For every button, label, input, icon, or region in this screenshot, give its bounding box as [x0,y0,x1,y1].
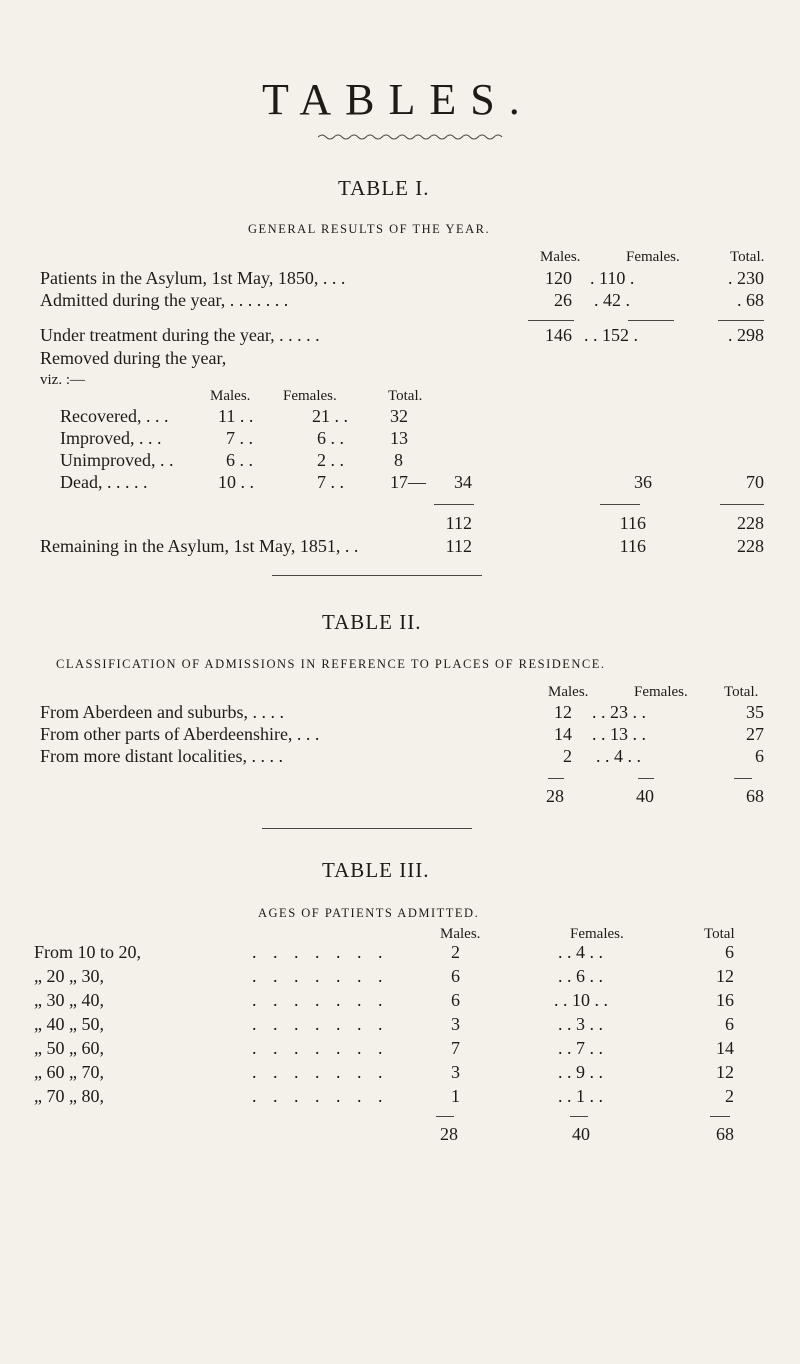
t3-row-total: 14 [716,1038,734,1058]
table3-heading: TABLE III. [322,858,430,882]
section-divider [272,575,482,576]
t3-row-males: 2 [451,942,460,962]
t3-row-total: 12 [716,1062,734,1082]
t1-col-total: Total. [730,249,765,265]
t1-sub-row-label: Dead, . . . . . [60,472,148,492]
t2-row-total: 6 [755,746,764,766]
t2-row-label: From more distant localities, . . . . [40,746,283,766]
t1-remaining-label: Remaining in the Asylum, 1st May, 1851, . . [40,536,359,556]
t3-row-dots: . . . . . . . [252,1086,389,1106]
t3-row-males: 1 [451,1086,460,1106]
t3-row-females: . . 6 . . [558,966,603,986]
t1-subtotal-total: 228 [737,513,764,533]
t1-under-treatment-label: Under treatment during the year, . . . . . [40,325,320,345]
t2-row-males: 14 [554,724,572,744]
t1-remaining-total: 228 [737,536,764,556]
t1-sub-row-total: 17— [390,472,426,492]
t3-row-label: „ 60 „ 70, [34,1062,104,1082]
t1-sub-row-total: 8 [394,450,403,470]
t3-col-males: Males. [440,926,481,942]
t3-row-total: 12 [716,966,734,986]
table1-heading: TABLE I. [338,176,430,200]
t1-sub-row-males: 7 . . [226,428,253,448]
t1-sub-row-males: 6 . . [226,450,253,470]
t1-viz-label: viz. :— [40,372,85,388]
t2-col-males: Males. [548,684,589,700]
t1-remaining-males: 112 [445,536,472,556]
t1-row-total: . 68 [737,290,764,310]
table1-subheading: GENERAL RESULTS OF THE YEAR. [248,222,491,236]
ornamental-rule [318,132,508,142]
t3-row-total: 6 [725,942,734,962]
t1-sub-row-males: 10 . . [218,472,254,492]
t3-row-males: 6 [451,990,460,1010]
t1-sub-col-total: Total. [388,388,423,404]
t1-sub-row-label: Improved, . . . [60,428,162,448]
t2-col-females: Females. [634,684,688,700]
t3-row-label: From 10 to 20, [34,942,142,962]
table2-subheading: CLASSIFICATION OF ADMISSIONS IN REFERENCE TO PLACES OF RESIDENCE. [56,657,606,671]
t3-row-dots: . . . . . . . [252,990,389,1010]
t3-row-label: „ 30 „ 40, [34,990,104,1010]
t3-row-dots: . . . . . . . [252,966,389,986]
t2-row-total: 27 [746,724,764,744]
t3-row-females: . . 1 . . [558,1086,603,1106]
t1-row-label: Patients in the Asylum, 1st May, 1850, . . . [40,268,346,288]
t3-row-males: 3 [451,1062,460,1082]
t1-under-treatment-males: 146 [545,325,572,345]
t2-row-label: From Aberdeen and suburbs, . . . . [40,702,284,722]
t1-removed-females: 36 [634,472,652,492]
t2-total-females: 40 [636,786,654,806]
t3-row-dots: . . . . . . . [252,1062,389,1082]
t3-row-males: 6 [451,966,460,986]
t1-row-label: Admitted during the year, . . . . . . . [40,290,289,310]
t2-row-males: 2 [563,746,572,766]
section-divider [262,828,472,829]
t1-subtotal-females: 116 [619,513,646,533]
t1-row-males: 120 [545,268,572,288]
t3-row-total: 6 [725,1014,734,1034]
t3-total-females: 40 [572,1124,590,1144]
t2-row-females: . . 23 . . [592,702,646,722]
t1-sub-row-label: Unimproved, . . [60,450,174,470]
t1-sub-row-label: Recovered, . . . [60,406,169,426]
t1-sub-row-total: 13 [390,428,408,448]
t1-sub-col-males: Males. [210,388,251,404]
t1-col-females: Females. [626,249,680,265]
t1-sub-row-males: 11 . . [218,406,254,426]
t1-sub-row-females: 6 . . [317,428,344,448]
t3-row-males: 3 [451,1014,460,1034]
t2-row-females: . . 13 . . [592,724,646,744]
t3-row-females: . . 4 . . [558,942,603,962]
t1-under-treatment-total: . 298 [728,325,764,345]
t3-row-females: . . 3 . . [558,1014,603,1034]
t1-remaining-females: 116 [619,536,646,556]
t3-row-males: 7 [451,1038,460,1058]
table2-heading: TABLE II. [322,610,422,634]
page-title: TABLES. [262,75,534,124]
t2-row-females: . . 4 . . [596,746,641,766]
t3-row-total: 2 [725,1086,734,1106]
t1-row-males: 26 [554,290,572,310]
t3-row-label: „ 50 „ 60, [34,1038,104,1058]
t1-subtotal-males: 112 [445,513,472,533]
t1-sub-row-females: 7 . . [317,472,344,492]
t3-row-dots: . . . . . . . [252,1014,389,1034]
t3-row-females: . . 9 . . [558,1062,603,1082]
t1-col-males: Males. [540,249,581,265]
t3-row-label: „ 40 „ 50, [34,1014,104,1034]
t2-row-label: From other parts of Aberdeenshire, . . . [40,724,320,744]
t1-removed-label: Removed during the year, [40,348,227,368]
t3-row-females: . . 10 . . [554,990,608,1010]
t3-row-dots: . . . . . . . [252,1038,389,1058]
t1-sub-row-females: 21 . . [312,406,348,426]
t3-total-males: 28 [440,1124,458,1144]
t1-sub-col-females: Females. [283,388,337,404]
t1-row-females: . 42 . [594,290,630,310]
t3-col-females: Females. [570,926,624,942]
t1-removed-males: 34 [454,472,472,492]
t2-total-males: 28 [546,786,564,806]
t1-removed-total: 70 [746,472,764,492]
table3-subheading: AGES OF PATIENTS ADMITTED. [258,906,480,920]
t3-col-total: Total [704,926,735,942]
t3-row-dots: . . . . . . . [252,942,389,962]
t1-sub-row-total: 32 [390,406,408,426]
t2-col-total: Total. [724,684,759,700]
t3-row-label: „ 70 „ 80, [34,1086,104,1106]
t2-row-males: 12 [554,702,572,722]
t3-row-total: 16 [716,990,734,1010]
t2-total-total: 68 [746,786,764,806]
t3-row-females: . . 7 . . [558,1038,603,1058]
t3-total-total: 68 [716,1124,734,1144]
t3-row-label: „ 20 „ 30, [34,966,104,986]
t2-row-total: 35 [746,702,764,722]
t1-under-treatment-females: . . 152 . [584,325,638,345]
t1-sub-row-females: 2 . . [317,450,344,470]
t1-row-total: . 230 [728,268,764,288]
t1-row-females: . 110 . [590,268,635,288]
